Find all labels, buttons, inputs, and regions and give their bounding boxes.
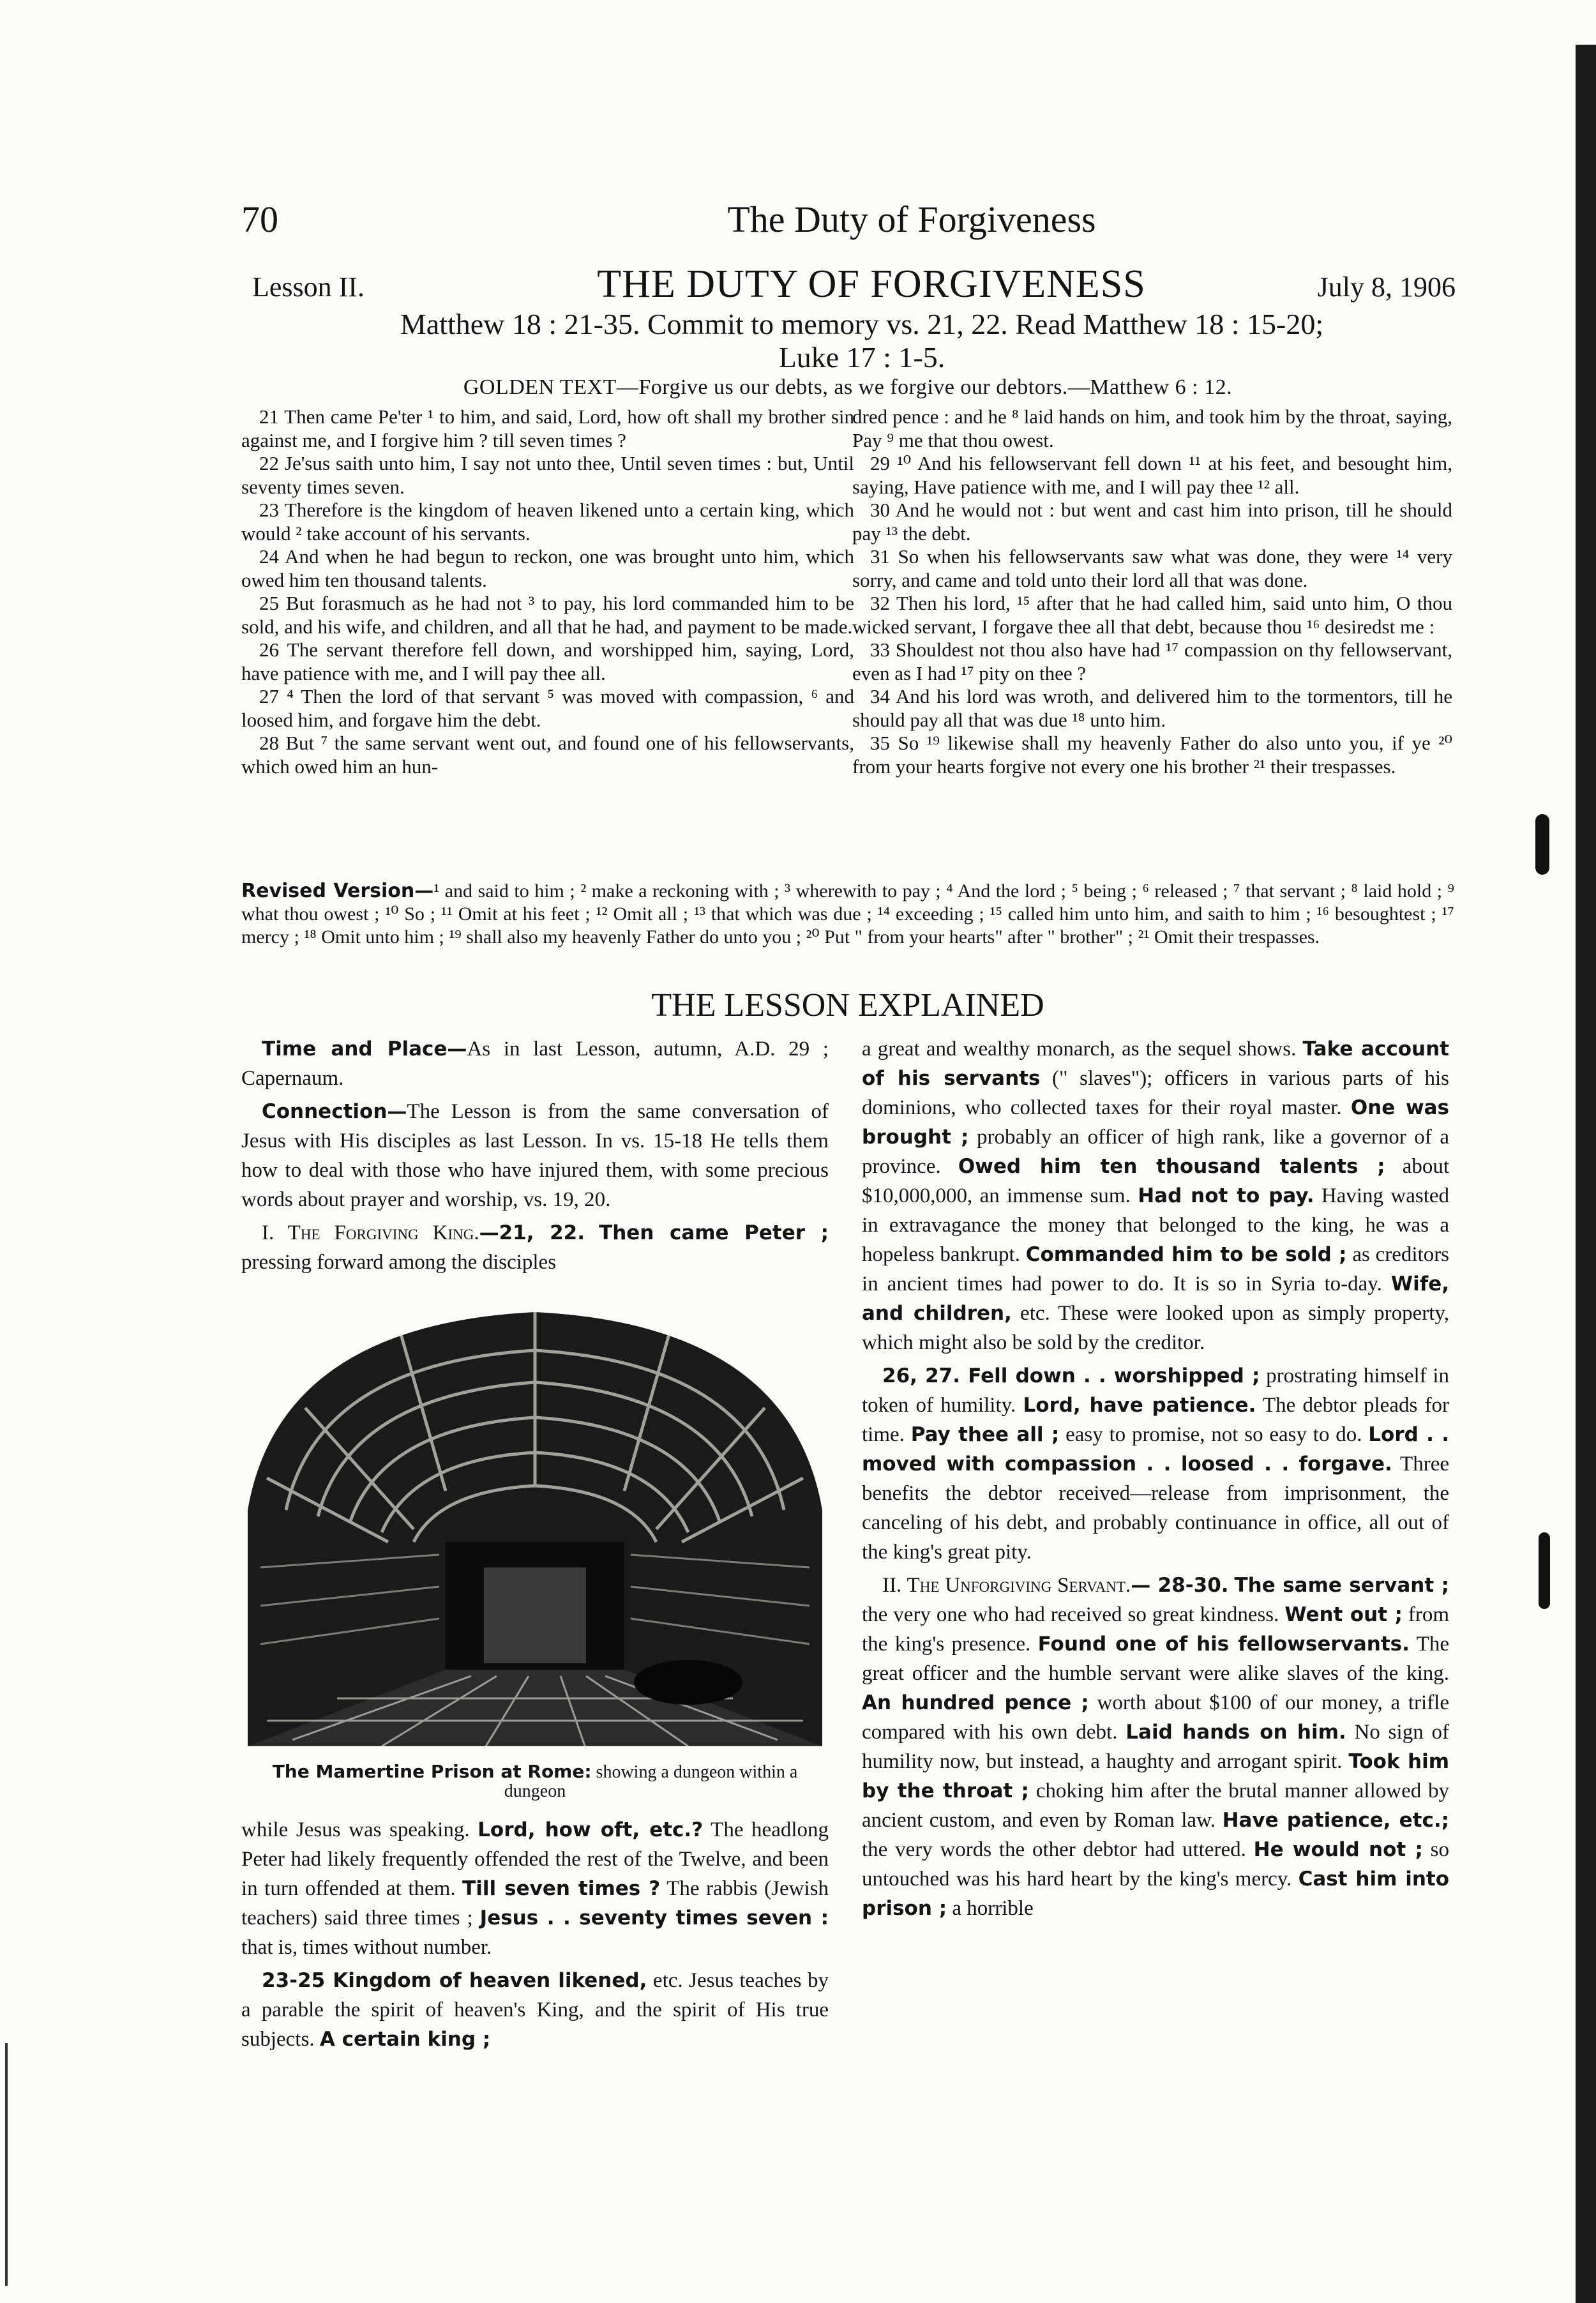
scan-margin-marks [5,2043,17,2286]
phrase-head: Have patience, etc.; [1222,1809,1450,1832]
paragraph-text: probably an officer of high rank, like a governor of a province. [862,1126,1449,1178]
paragraph-text: so untouched was his hard heart by the king's mercy. [862,1838,1450,1891]
paragraph-text: as creditors in ancient times had power to do. It is so in Syria to-day. [862,1243,1450,1295]
section-head: Time and Place— [262,1038,467,1061]
phrase-head: 23-25 Kingdom of heaven likened, [262,1969,647,1992]
phrase-head: Jesus . . seventy times seven : [479,1907,829,1929]
running-title: The Duty of Forgiveness [727,199,1096,240]
phrase-head: Laid hands on him. [1125,1721,1346,1744]
paragraph-text: No sign of humility now, but instead, a haughty and arrogant spirit. [862,1721,1449,1773]
verse: 28 But ⁷ the same servant went out, and found one of his fellowservants, which owed him an hun- [241,732,854,778]
phrase-head: 26, 27. Fell down . . worshipped ; [882,1364,1260,1387]
commentary-left-column-continued [241,1815,829,2058]
phrase-head: Lord, how oft, etc.? [478,1818,704,1841]
verse: 24 And when he had begun to reckon, one was brought unto him, which owed him ten thousand talents. [241,545,854,591]
commentary-left-column [241,1034,829,1281]
phrase-head: Owed him ten thousand talents ; [958,1155,1385,1178]
paragraph-text: while Jesus was speaking. [241,1818,470,1841]
phrase-head: One was brought ; [862,1096,1449,1149]
paragraph-text: The rabbis (Jewish teachers) said three times ; [241,1877,829,1929]
paragraph-text: that is, times without number. [241,1936,492,1959]
paragraph-text: from the king's presence. [862,1603,1450,1656]
verse: 26 The servant therefore fell down, and worshipped him, saying, Lord, have patience with me, and I will pay thee all. [241,638,854,684]
paragraph-text: (" slaves"); officers in various parts of his dominions, who collected taxes for their royal master. [862,1067,1450,1119]
verse: 27 ⁴ Then the lord of that servant ⁵ was moved with compassion, ⁶ and loosed him, and forgave him the debt. [241,685,854,731]
paragraph-text: worth about $100 of our money, a trifle compared with his own debt. [862,1691,1449,1744]
phrase-head: Lord . . moved with compassion . . loosed . . forgave. [862,1423,1450,1476]
caption-text: showing a dungeon within a dungeon [504,1762,798,1801]
revised-version-label: Revised Version— [241,880,434,902]
verse: 32 Then his lord, ¹⁵ after that he had called him, said unto him, O thou wicked servant, I forgave thee all that debt, because thou ¹⁶ desiredst me : [852,592,1452,638]
phrase-head: Till seven times ? [462,1877,661,1900]
phrase-head: An hundred pence ; [862,1691,1089,1714]
verse: dred pence : and he ⁸ laid hands on him, and took him by the throat, saying, Pay ⁹ me that thou owest. [852,405,1452,451]
lesson-date: July 8, 1906 [1317,271,1456,303]
verse: 25 But forasmuch as he had not ³ to pay, his lord commanded him to be sold, and his wife, and children, and all that he had, and payment to be made. [241,592,854,638]
scripture-right-column [852,405,1452,778]
phrase-head: Take account of his servants [862,1038,1449,1090]
verse: 23 Therefore is the kingdom of heaven likened unto a certain king, which would ² take account of his servants. [241,499,854,545]
references-line: Matthew 18 : 21-35. Commit to memory vs. 21, 22. Read Matthew 18 : 15-20; [400,308,1324,340]
paragraph-text: As in last Lesson, autumn, A.D. 29 ; Capernaum. [241,1038,829,1090]
paragraph-text: a horrible [952,1897,1034,1920]
lesson-title: THE DUTY OF FORGIVENESS [597,262,1146,306]
lesson-title-line [252,262,1456,306]
phrase-head: Cast him into prison ; [862,1868,1450,1920]
caption-title: The Mamertine Prison at Rome: [272,1761,592,1782]
scan-hole-mark [1539,1532,1550,1609]
verse: 33 Shouldest not thou also have had ¹⁷ compassion on thy fellowservant, even as I had ¹⁷ pity on thee ? [852,638,1452,684]
paragraph-text: about $10,000,000, an immense sum. [862,1155,1450,1207]
paragraph-text: Three benefits the debtor received—release from imprisonment, the canceling of his debt, and probably continuance in office, all out of the king's great pity. [862,1453,1449,1564]
scripture-references [268,308,1456,374]
phrase-head: Took him by the throat ; [862,1750,1449,1802]
phrase-head: Had not to pay. [1138,1184,1314,1207]
verse-ref: — 28-30. [1131,1574,1229,1597]
scan-hole-mark [1535,814,1549,875]
phrase-head: Lord, have patience. [1023,1394,1256,1417]
phrase-head: Went out ; [1284,1603,1403,1626]
paragraph-text: the very words the other debtor had uttered. [862,1838,1246,1861]
verse: 29 ¹⁰ And his fellowservant fell down ¹¹ at his feet, and besought him, saying, Have patience with me, and I will pay thee ¹² all. [852,452,1452,498]
scripture-left-column [241,405,854,778]
references-line: Luke 17 : 1-5. [778,341,945,374]
paragraph-text: choking him after the brutal manner allowed by ancient custom, and even by Roman law. [862,1779,1450,1832]
phrase-head: A certain king ; [319,2028,491,2051]
section-roman-heading: II. The Unforgiving Servant. [882,1574,1131,1597]
prison-illustration [241,1299,829,1753]
paragraph-text: prostrating himself in token of humility. [862,1364,1449,1417]
phrase-head: Wife, and children, [862,1272,1449,1325]
paragraph-text: etc. These were looked upon as simply property, which might also be sold by the creditor. [862,1302,1450,1354]
verse: 22 Je'sus saith unto him, I say not unto thee, Until seven times : but, Until seventy times seven. [241,452,854,498]
verse: 21 Then came Pe'ter ¹ to him, and said, Lord, how oft shall my brother sin against me, and I forgive him ? till seven times ? [241,405,854,451]
phrase-head: Then came Peter ; [599,1221,829,1244]
section-roman-heading: I. The Forgiving King. [262,1221,479,1244]
lesson-number: Lesson II. [252,271,365,303]
scan-edge [1576,45,1596,2303]
paragraph-text: pressing forward among the disciples [241,1251,557,1274]
paragraph-text: The headlong Peter had likely frequently offended the rest of the Twelve, and been in turn offended at them. [241,1818,829,1900]
verse-ref: —21, 22. [479,1221,585,1244]
paragraph-text: easy to promise, not so easy to do. [1065,1423,1362,1446]
paragraph-text: The debtor pleads for time. [862,1394,1450,1446]
dungeon-engraving [241,1299,829,1753]
phrase-head: Found one of his fellowservants. [1037,1633,1410,1656]
lesson-explained-heading: THE LESSON EXPLAINED [651,987,1044,1023]
paragraph-text: The great officer and the humble servant were alike slaves of the king. [862,1633,1450,1685]
paragraph-text: Having wasted in extravagance the money that belonged to the king, he was a hopeless bankrupt. [862,1184,1450,1266]
paragraph-text: etc. Jesus teaches by a parable the spirit of heaven's King, and the spirit of His true subjects. [241,1969,829,2051]
revised-version-text: ¹ and said to him ; ² make a reckoning with ; ³ wherewith to pay ; ⁴ And the lord ; ⁵ being ; ⁶ released ; ⁷ that servant ; ⁸ laid hold ; ⁹ what thou owest ; ¹⁰ So ; ¹¹ Omit at his feet ; ¹² Omit all ; ¹³ that which was due ; ¹⁴ exceeding ; ¹⁵ called him unto him, and saith to him ; ¹⁶ besoughtest ; ¹⁷ mercy ; ¹⁸ Omit unto him ; ¹⁹ shall also my heavenly Father do unto you ; ²⁰ Put " from your hearts" after " brother" ; ²¹ Omit their trespasses. [241,880,1455,948]
commentary-right-column [862,1034,1449,1927]
paragraph-text: The Lesson is from the same conversation of Jesus with His disciples as last Lesson. In vs. 15-18 He tells them how to deal with those who have injured them, with some precious words about prayer and worship, vs. 19, 20. [241,1100,829,1211]
phrase-head: Pay thee all ; [910,1423,1060,1446]
figure-caption [241,1762,829,1801]
phrase-head: The same servant ; [1234,1574,1449,1597]
verse: 30 And he would not : but went and cast him into prison, till he should pay ¹³ the debt. [852,499,1452,545]
page-number: 70 [241,199,278,240]
phrase-head: Commanded him to be sold ; [1025,1243,1347,1266]
paragraph-text: a great and wealthy monarch, as the sequel shows. [862,1038,1297,1061]
phrase-head: He would not ; [1253,1838,1423,1861]
running-head [241,198,1454,243]
verse: 31 So when his fellowservants saw what was done, they were ¹⁴ very sorry, and came and told unto their lord all that was done. [852,545,1452,591]
verse: 34 And his lord was wroth, and delivered him to the tormentors, till he should pay all that was due ¹⁸ unto him. [852,685,1452,731]
verse: 35 So ¹⁹ likewise shall my heavenly Father do also unto you, if ye ²⁰ from your hearts forgive not every one his brother ²¹ their trespasses. [852,732,1452,778]
paragraph-text: the very one who had received so great kindness. [862,1603,1279,1626]
section-head: Connection— [262,1100,407,1123]
golden-text: GOLDEN TEXT—Forgive us our debts, as we forgive our debtors.—Matthew 6 : 12. [463,375,1233,399]
revised-version-notes [241,880,1454,949]
